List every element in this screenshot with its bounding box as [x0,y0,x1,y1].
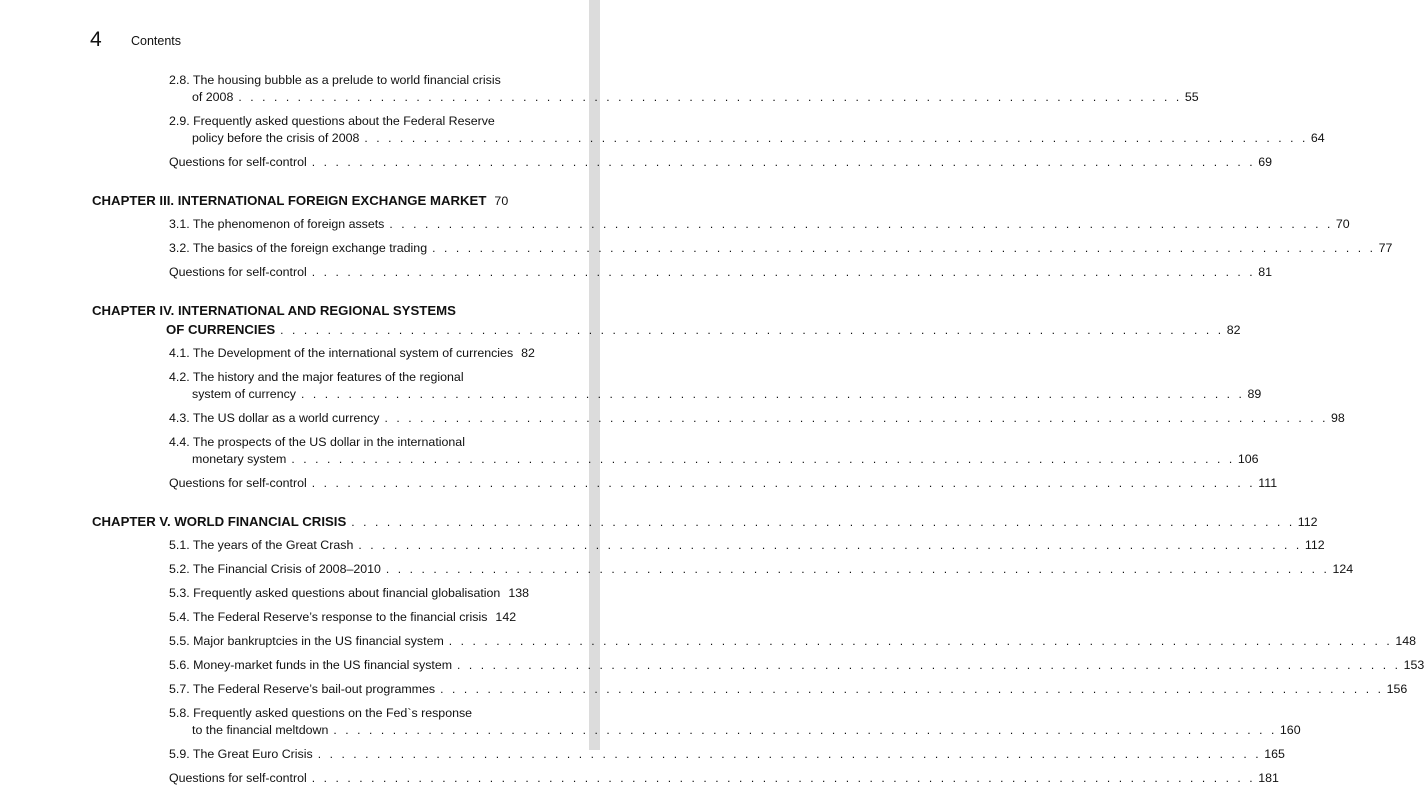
toc-page-number: 112 [1304,538,1325,552]
toc-entry [169,585,530,601]
toc-entry [169,681,1408,697]
toc-entry [169,434,465,450]
dot-leader: . . . . . . . . . . . . . . . . . . . . . . . . . . . . . . . . . . . . . . . . . . . . . . . . . . . . . . . . . . . . . . . . . . . . . . . . . . . . . . . . [385,562,1330,576]
toc-chapter-title: CHAPTER V. WORLD FINANCIAL CRISIS [92,514,347,529]
toc-page-number: 165 [1264,747,1285,761]
toc-entry-title: Questions for self-control [169,265,307,279]
dot-leader: . . . . . . . . . . . . . . . . . . . . . . . . . . . . . . . . . . . . . . . . . . . . . . . . . . . . . . . . . . . . . . . . . . . . . . . . . . . . . . . . [311,265,1256,279]
dot-leader: . . . . . . . . . . . . . . . . . . . . . . . . . . . . . . . . . . . . . . . . . . . . . . . . . . . . . . . . . . . . . . . . . . . . . . . . . . . . . . . . [238,90,1182,104]
toc-page-number: 98 [1331,411,1345,425]
page-number: 4 [90,28,102,51]
toc-entry [169,72,501,88]
toc-entry [192,722,1301,738]
toc-chapter-title: CHAPTER IV. INTERNATIONAL AND REGIONAL SYSTEMS [92,303,456,318]
toc-entry [169,657,1424,673]
toc-page-number: 112 [1297,515,1318,529]
toc-page-number: 55 [1184,90,1199,104]
toc-entry-title: 4.2. The history and the major features of the regional [169,370,464,384]
toc-entry-title: 4.1. The Development of the international system of currencies [169,346,514,360]
toc-entry-title: system of currency [192,387,296,401]
dot-leader: . . . . . . . . . . . . . . . . . . . . . . . . . . . . . . . . . . . . . . . . . . . . . . . . . . . . . . . . . . . . . . . . . . . . . . . . . . . . . . . . [317,747,1262,761]
toc-page-number: 69 [1258,155,1273,169]
toc-entry-title: of 2008 [192,90,234,104]
toc-entry [169,345,535,361]
dot-leader: . . . . . . . . . . . . . . . . . . . . . . . . . . . . . . . . . . . . . . . . . . . . . . . . . . . . . . . . . . . . . . . . . . . . . . . . . . . . . . . . [291,452,1235,466]
dot-leader: . . . . . . . . . . . . . . . . . . . . . . . . . . . . . . . . . . . . . . . . . . . . . . . . . . . . . . . . . . . . . . . . . . . . . . . . . . . . . . . . [448,634,1393,648]
toc-page-number: 124 [1332,562,1354,576]
toc-page-number: 70 [1335,217,1350,231]
toc-entry [169,633,1416,649]
toc-entry-title: 5.1. The years of the Great Crash [169,538,354,552]
toc-entry [166,322,1241,338]
toc-entry [169,705,472,721]
toc-page-number: 70 [494,194,509,208]
toc-entry [169,609,517,625]
toc-entry [92,514,1318,530]
toc-entry-title: to the financial meltdown [192,723,329,737]
toc-entry [169,369,464,385]
toc-entry-title: 5.7. The Federal Reserve’s bail-out programmes [169,682,436,696]
running-head: Contents [131,34,182,48]
dot-leader: . . . . . . . . . . . . . . . . . . . . . . . . . . . . . . . . . . . . . . . . . . . . . . . . . . . . . . . . . . . . . . . . . . . . . . . . . . . . . . . . [311,155,1256,169]
toc-page-number: 77 [1378,241,1393,255]
toc-page-number: 138 [508,586,530,600]
toc-entry-title: Questions for self-control [169,476,307,490]
toc-entry [192,451,1259,467]
toc-entry-title: monetary system [192,452,287,466]
dot-leader: . . . . . . . . . . . . . . . . . . . . . . . . . . . . . . . . . . . . . . . . . . . . . . . . . . . . . . . . . . . . . . . . . . . . . . . . . . . . . . . . [333,723,1277,737]
toc-page-number: 82 [521,346,535,360]
toc-entry-title: 5.4. The Federal Reserve’s response to the financial crisis [169,610,488,624]
toc-entry-title: policy before the crisis of 2008 [192,131,360,145]
toc-page-number: 160 [1279,723,1301,737]
toc-entry [92,193,509,209]
dot-leader: . . . . . . . . . . . . . . . . . . . . . . . . . . . . . . . . . . . . . . . . . . . . . . . . . . . . . . . . . . . . . . . . . . . . . . . . . . . . . . . . [280,323,1224,337]
toc-page-number: 142 [495,610,517,624]
toc-page-number: 181 [1258,771,1279,785]
toc-entry-title: 4.4. The prospects of the US dollar in the international [169,435,465,449]
toc-page-number: 148 [1395,634,1416,648]
dot-leader: . . . . . . . . . . . . . . . . . . . . . . . . . . . . . . . . . . . . . . . . . . . . . . . . . . . . . . . . . . . . . . . . . . . . . . . . . . . . . . . . [358,538,1302,552]
dot-leader: . . . . . . . . . . . . . . . . . . . . . . . . . . . . . . . . . . . . . . . . . . . . . . . . . . . . . . . . . . . . . . . . . . . . . . . . . . . . . . . . [457,658,1401,672]
toc-entry [169,264,1273,280]
toc-entry-title: Questions for self-control [169,771,307,785]
toc-entry [92,303,456,319]
toc-entry-title: 2.9. Frequently asked questions about the Federal Reserve [169,114,495,128]
toc-entry-title: 5.5. Major bankruptcies in the US financial system [169,634,444,648]
toc-chapter-title: OF CURRENCIES [166,322,276,337]
toc-page-number: 89 [1247,387,1262,401]
toc-entry-title: 5.3. Frequently asked questions about financial globalisation [169,586,501,600]
toc-entry [192,130,1325,146]
toc-page-number: 81 [1258,265,1273,279]
toc-entry-title: 5.6. Money-market funds in the US financial system [169,658,453,672]
dot-leader: . . . . . . . . . . . . . . . . . . . . . . . . . . . . . . . . . . . . . . . . . . . . . . . . . . . . . . . . . . . . . . . . . . . . . . . . . . . . . . . . [311,476,1256,490]
dot-leader: . . . . . . . . . . . . . . . . . . . . . . . . . . . . . . . . . . . . . . . . . . . . . . . . . . . . . . . . . . . . . . . . . . . . . . . . . . . . . . . . [311,771,1256,785]
toc-entry [169,537,1325,553]
toc-entry-title: 5.9. The Great Euro Crisis [169,747,313,761]
toc-entry [192,386,1262,402]
toc-page-number: 111 [1258,476,1278,490]
toc-page-number: 106 [1237,452,1259,466]
toc-entry-title: Questions for self-control [169,155,307,169]
dot-leader: . . . . . . . . . . . . . . . . . . . . . . . . . . . . . . . . . . . . . . . . . . . . . . . . . . . . . . . . . . . . . . . . . . . . . . . . . . . . . . . . [440,682,1384,696]
toc-entry [169,561,1354,577]
toc-entry [192,89,1199,105]
toc-entry [169,154,1273,170]
toc-entry-title: 5.2. The Financial Crisis of 2008–2010 [169,562,381,576]
toc-entry [169,240,1393,256]
dot-leader: . . . . . . . . . . . . . . . . . . . . . . . . . . . . . . . . . . . . . . . . . . . . . . . . . . . . . . . . . . . . . . . . . . . . . . . . . . . . . . . . [300,387,1245,401]
toc-entry-title: 5.8. Frequently asked questions on the Fed`s response [169,706,473,720]
toc-page-number: 156 [1386,682,1408,696]
dot-leader: . . . . . . . . . . . . . . . . . . . . . . . . . . . . . . . . . . . . . . . . . . . . . . . . . . . . . . . . . . . . . . . . . . . . . . . . . . . . . . . . [432,241,1376,255]
toc-entry [169,113,495,129]
toc-entry [169,216,1350,232]
dot-leader: . . . . . . . . . . . . . . . . . . . . . . . . . . . . . . . . . . . . . . . . . . . . . . . . . . . . . . . . . . . . . . . . . . . . . . . . . . . . . . . . [389,217,1333,231]
dot-leader: . . . . . . . . . . . . . . . . . . . . . . . . . . . . . . . . . . . . . . . . . . . . . . . . . . . . . . . . . . . . . . . . . . . . . . . . . . . . . . . . [384,411,1329,425]
toc-entry-title: 3.1. The phenomenon of foreign assets [169,217,385,231]
toc-entry [169,770,1279,786]
toc-entry [169,475,1278,491]
dot-leader: . . . . . . . . . . . . . . . . . . . . . . . . . . . . . . . . . . . . . . . . . . . . . . . . . . . . . . . . . . . . . . . . . . . . . . . . . . . . . . . . [364,131,1308,145]
toc-entry [169,410,1345,426]
toc-page-number: 153 [1403,658,1424,672]
toc-entry-title: 4.3. The US dollar as a world currency [169,411,380,425]
toc-entry-title: 2.8. The housing bubble as a prelude to world financial crisis [169,73,501,87]
toc-chapter-title: CHAPTER III. INTERNATIONAL FOREIGN EXCHANGE MARKET [92,193,487,208]
toc-page-number: 82 [1226,323,1241,337]
toc-page-number: 64 [1310,131,1325,145]
dot-leader: . . . . . . . . . . . . . . . . . . . . . . . . . . . . . . . . . . . . . . . . . . . . . . . . . . . . . . . . . . . . . . . . . . . . . . . . . . . . . . . . [351,515,1295,529]
toc-entry [169,746,1285,762]
toc-entry-title: 3.2. The basics of the foreign exchange trading [169,241,428,255]
